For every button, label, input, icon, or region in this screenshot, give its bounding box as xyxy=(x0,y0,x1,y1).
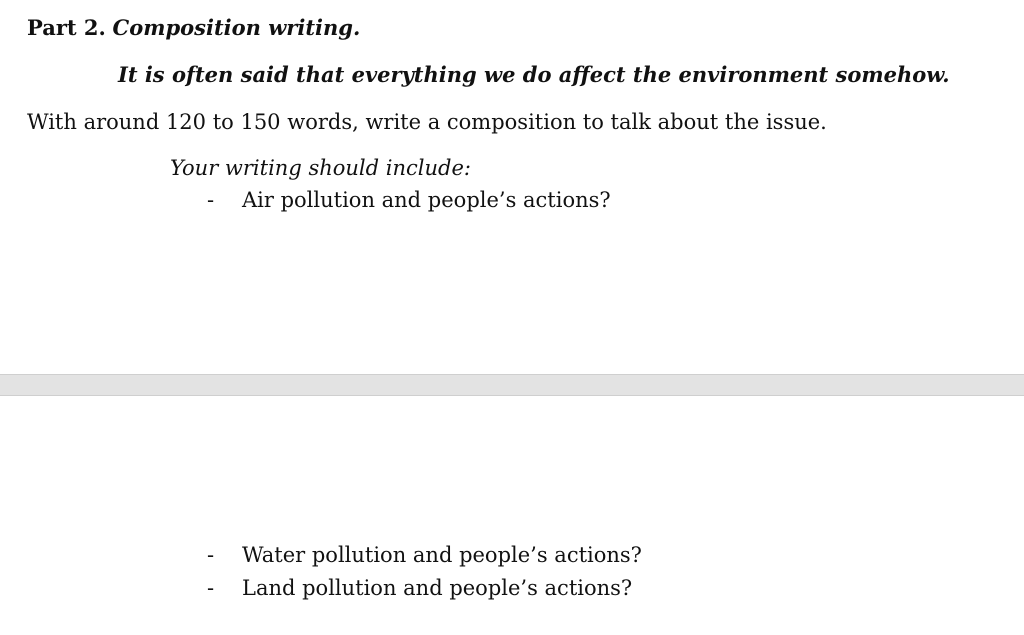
include-label: Your writing should include: xyxy=(170,156,471,180)
part-heading xyxy=(27,15,360,41)
bullet-marker: - xyxy=(207,576,215,600)
list-item-text: Air pollution and people’s actions? xyxy=(242,188,611,212)
list-item-text: Water pollution and people’s actions? xyxy=(242,543,642,567)
bullet-marker: - xyxy=(207,543,215,567)
page-break-gap xyxy=(0,374,1024,396)
list-item-text: Land pollution and people’s actions? xyxy=(242,576,633,600)
document-page-2 xyxy=(0,396,1024,635)
writing-instruction: With around 120 to 150 words, write a composition to talk about the issue. xyxy=(27,110,827,134)
topic-statement: It is often said that everything we do affect the environment somehow. xyxy=(118,62,950,87)
part-label: Part 2. xyxy=(27,15,106,40)
bullet-marker: - xyxy=(207,188,215,212)
part-title: Composition writing. xyxy=(112,15,361,40)
